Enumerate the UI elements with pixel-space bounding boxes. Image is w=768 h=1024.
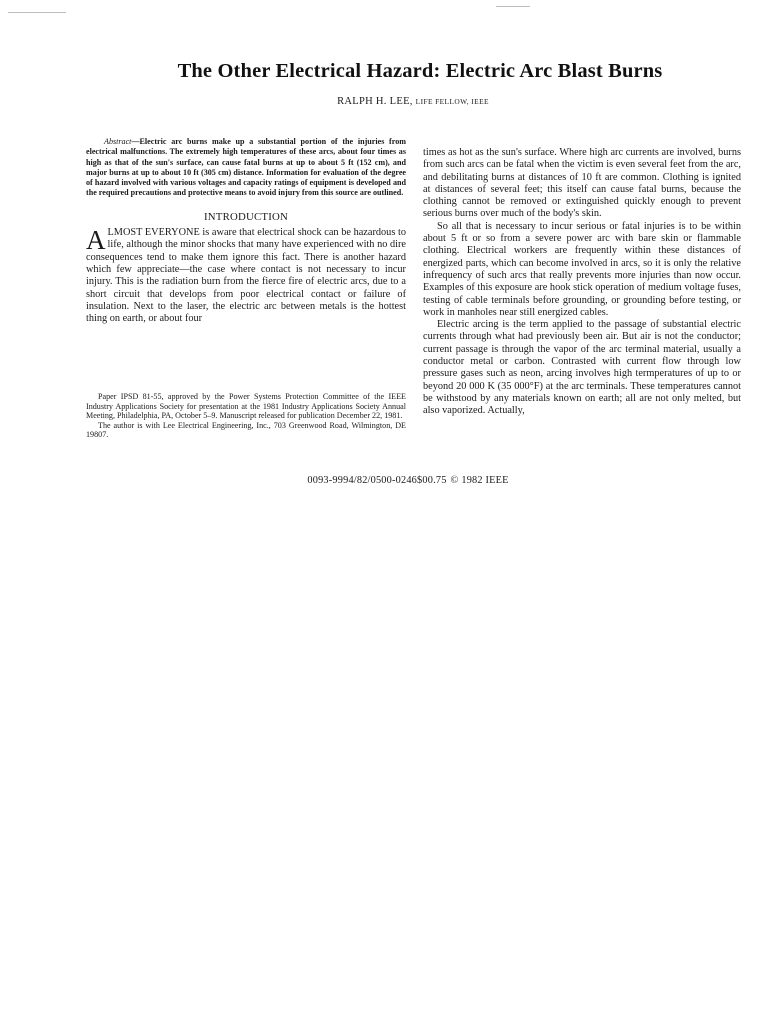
author-name: RALPH H. LEE, — [337, 96, 413, 107]
abstract-text: —Electric arc burns make up a substantial portion of the injuries from electrical malfunctions. The extremely high temperatures of these arcs, about four times as high as that of the sun's surface, can cause fatal burns at up to about 5 ft (152 cm), and major burns at up to about 10 ft (305 cm) distance. Information for evaluation of the degree of hazard involved with various voltages and capacity ratings of equipment is developed and the required precautions and protective means to avoid injury from this source are outlined. — [86, 137, 406, 198]
abstract — [86, 137, 406, 199]
body-paragraph: Electric arcing is the term applied to the passage of substantial electric currents through what had previously been air. But air is not the conductor; current passage is through the vapor of the arc terminal material, usually a conductor metal or carbon. Contrasted with current flow through low pressure gases such as neon, arcing involves high termperatures of up to or beyond 20 000 K (35 000°F) at the arc terminals. These temperatures cannot be withstood by any materials known on earth; all are not only melted, but also vaporized. Actually, — [423, 319, 741, 417]
body-paragraph: So all that is necessary to incur serious or fatal injuries is to be within about 5 ft or so from a severe power arc with bare skin or flammable clothing. Electrical workers are frequently within these distances of energized parts, which can become involved in arcs, so it is only the relative infrequency of such arcs that really prevents more injuries than now occur. Examples of this exposure are hook stick operation of medium voltage fuses, testing of cable terminals before grounding, or grounding before testing, or work in manholes near still energized cables. — [423, 220, 741, 318]
footnote-paper-info: Paper IPSD 81-55, approved by the Power Systems Protection Committee of the IEEE Industry Applications Society for presentation at the 1981 Industry Applications Society Annual Meeting, Philadelphia, PA, October 5–9. Manuscript released for publication December 22, 1981. — [86, 392, 406, 420]
body-paragraph: times as hot as the sun's surface. Where high arc currents are involved, burns from such arcs can be fatal when the victim is even several feet from the arc, and debilitating burns at distances of 10 ft are common. Clothing is ignited at distances of several feet; this itself can cause fatal burns, because the clothing cannot be removed or extinguished quickly enough to prevent serious burns over much of the body's skin. — [423, 147, 741, 220]
drop-cap: A — [86, 225, 106, 256]
copyright-notice: © 1982 IEEE — [450, 475, 509, 486]
introduction-paragraph — [86, 227, 406, 325]
author-line — [0, 96, 768, 107]
author-affiliation: LIFE FELLOW, IEEE — [415, 97, 489, 106]
paper-title: The Other Electrical Hazard: Electric Arc Blast Burns — [177, 60, 663, 82]
left-column — [86, 137, 406, 325]
copyright-code: 0093-9994/82/0500-0246$00.75 — [307, 475, 447, 486]
section-heading-introduction: INTRODUCTION — [204, 210, 288, 223]
copyright-line — [0, 475, 768, 486]
footnote-author-address: The author is with Lee Electrical Engineering, Inc., 703 Greenwood Road, Wilmington, DE 19807. — [86, 420, 406, 439]
introduction-text: LMOST EVERYONE is aware that electrical shock can be hazardous to life, although the minor shocks that many have experienced with no dire consequences tend to make them ignore this fact. There is another hazard which few appreciate—the case where contact is not necessary to incur injury. This is the radiation burn from the fierce fire of electric arcs, due to a short circuit that develops from poor electrical contact or failure of insulation. Next to the laser, the electric arc between metals is the hottest thing on earth, or about four — [86, 227, 406, 325]
abstract-lead: Abstract — [104, 137, 132, 146]
footnotes — [86, 392, 406, 440]
header-rule-left — [8, 12, 66, 13]
right-column — [423, 147, 741, 418]
header-rule-right — [496, 6, 530, 7]
